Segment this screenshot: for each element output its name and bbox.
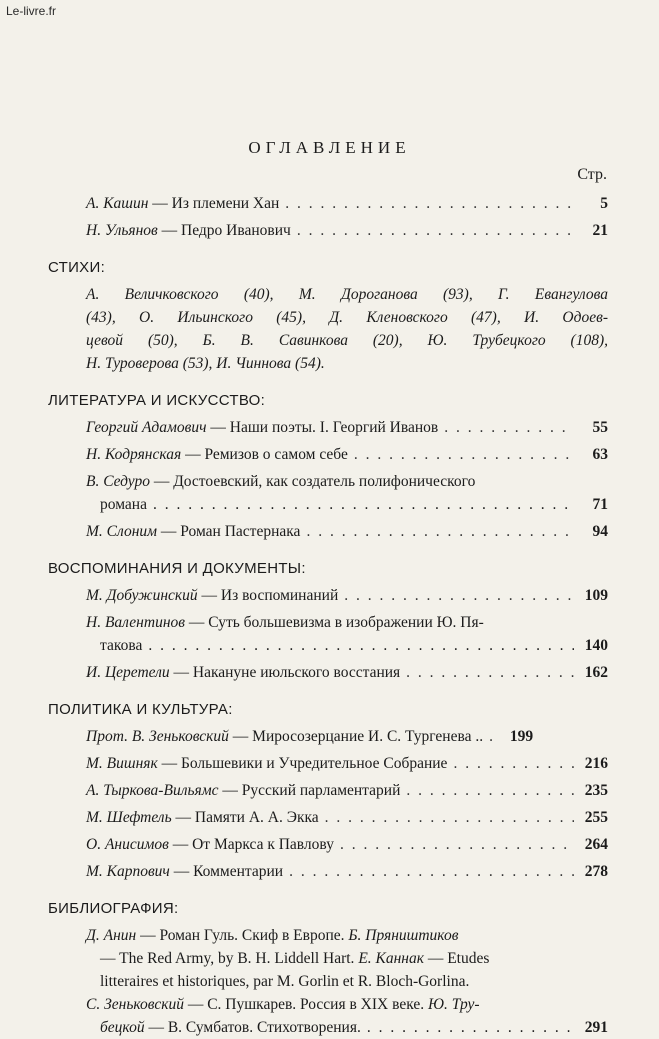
poets-line: (43), О. Ильинского (45), Д. Кленовского (47), И. Одоев- [86,309,608,326]
toc-entry: О. Анисимов — От Маркса к Павлову . . . 264 [48,833,608,856]
section-heading-memoirs: ВОСПОМИНАНИЯ И ДОКУМЕНТЫ: [48,560,306,577]
poets-line: цевой (50), Б. В. Савинкова (20), Ю. Трубецкого (108), [86,332,608,349]
biblio-line: — The Red Army, by B. H. Liddell Hart. E. Каннак — Etudes [100,950,490,967]
dot-leader [406,661,574,684]
dot-leader [289,860,574,883]
biblio-line: бецкой — В. Сумбатов. Стихотворения. . . . 291 [86,1016,608,1039]
toc-content [48,192,608,1039]
entry-author: А. Кашин [86,195,149,212]
dot-leader [406,779,574,802]
poets-line: Н. Туроверова (53), И. Чиннова (54). [86,355,325,372]
dot-leader [453,752,574,775]
section-heading-literature: ЛИТЕРАТУРА И ИСКУССТВО: [48,392,266,409]
dot-leader [148,634,574,657]
toc-entry: А. Тыркова-Вильямс — Русский парламентарий . . . 235 [48,779,608,802]
toc-entry: М. Слоним — Роман Пастернака . . . 94 [48,520,608,543]
toc-entry: М. Карпович — Комментарии . . . 278 [48,860,608,883]
toc-entry: Прот. В. Зеньковский — Миросозерцание И. С. Тургенева .. . . . 199 [48,725,608,748]
dot-leader [306,520,574,543]
toc-entry: М. Добужинский — Из воспоминаний . . . 109 [48,584,608,607]
dot-leader [344,584,574,607]
entry-page: 291 [584,1019,608,1036]
section-heading-bibliography: БИБЛИОГРАФИЯ: [48,900,179,917]
section-heading-poems: СТИХИ: [48,259,106,276]
dot-leader [367,1016,579,1039]
poets-list [48,283,608,375]
section-heading-politics: ПОЛИТИКА И КУЛЬТУРА: [48,701,233,718]
biblio-line: С. Зеньковский — С. Пушкарев. Россия в XIX веке. Ю. Тру- [86,996,480,1013]
watermark: Le-livre.fr [6,4,57,18]
entry-title: Из племени Хан [171,195,280,212]
entry-page: 5 [600,195,608,212]
dot-leader [297,219,574,242]
biblio-line: litteraires et historiques, par M. Gorlin et R. Bloch-Gorlina. [100,973,470,990]
dot-leader [325,806,574,829]
poets-line: А. Величковского (40), М. Дороганова (93), Г. Евангулова [86,286,608,303]
page-column-label: Стр. [577,166,607,183]
dot-leader [489,725,499,748]
entry-title: Педро Иванович [181,222,291,239]
entry-author: Н. Ульянов [86,222,158,239]
dot-leader [153,493,574,516]
dot-leader [354,443,574,466]
toc-entry: И. Церетели — Накануне июльского восстания . . . 162 [48,661,608,684]
toc-entry: Н. Кодрянская — Ремизов о самом себе . . . 63 [48,443,608,466]
toc-entry: Георгий Адамович — Наши поэты. I. Георгий Иванов . . . 55 [48,416,608,439]
toc-entry: В. Седуро — Достоевский, как создатель полифонического романа . . . 71 [48,470,608,516]
dot-leader [285,192,574,215]
dot-leader [340,833,574,856]
toc-entry: М. Шефтель — Памяти А. А. Экка . . . 255 [48,806,608,829]
bibliography-block [48,924,608,1039]
page-title: ОГЛАВЛЕНИЕ [248,138,411,157]
toc-entry: Н. Ульянов — Педро Иванович . . . 21 [48,219,608,242]
biblio-line: Д. Анин — Роман Гуль. Скиф в Европе. Б. Пряништиков [86,927,459,944]
toc-entry: Н. Валентинов — Суть большевизма в изображении Ю. Пя- такова . . . 140 [48,611,608,657]
dot-leader [444,416,574,439]
toc-entry: М. Вишняк — Большевики и Учредительное Собрание . . . 216 [48,752,608,775]
toc-entry: А. Кашин — Из племени Хан . . . 5 [48,192,608,215]
entry-page: 21 [592,222,608,239]
